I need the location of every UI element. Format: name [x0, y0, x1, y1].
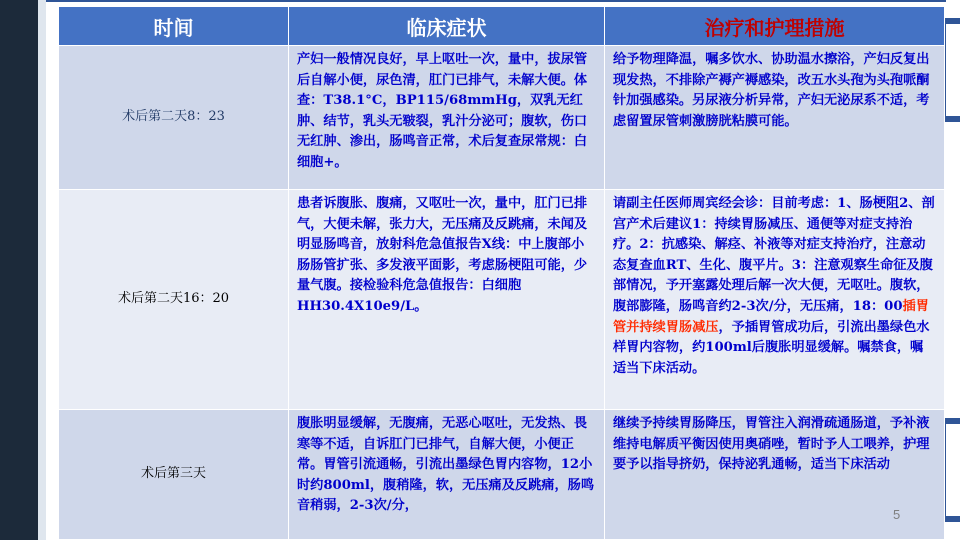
- treatment-text: ，予插胃管成功后，引流出墨绿色水样胃内容物，约100ml后腹胀明显缓解。嘱禁食，嘱适当下床活动。: [613, 319, 930, 376]
- table-row: [59, 46, 945, 190]
- table-header-row: [59, 7, 945, 46]
- table-row: [59, 190, 945, 410]
- left-accent-strip: [38, 0, 46, 540]
- header-symptoms: 临床症状: [289, 7, 605, 46]
- row-time: 术后第二天16：20: [59, 190, 289, 410]
- header-time: 时间: [59, 7, 289, 46]
- left-sidebar-bar: [0, 0, 38, 540]
- row-symptoms: 产妇一般情况良好，早上呕吐一次，量中，拔尿管后自解小便，尿色清，肛门已排气，未解大便。体查：T38.1°C，BP115/68mmHg，双乳无红肿、结节，乳头无皲裂，乳汁分泌可；腹软，伤口无红肿、渗出，肠鸣音正常，术后复查尿常规：白细胞+。: [289, 46, 605, 190]
- row-time: 术后第二天8：23: [59, 46, 289, 190]
- treatment-text: 请副主任医师周宾经会诊：目前考虑：1、肠梗阻2、剖宫产术后建议1：持续胃肠减压、通便等对症支持治疗。2：抗感染、解痉、补液等对症支持治疗，注意动态复查血RT、生化、腹平片。3：注意观察生命征及腹部情况，予开塞露处理后解一次大便，无呕吐。腹软，腹部膨隆，肠鸣音约2-3次/分，无压痛，18：00: [613, 196, 935, 314]
- row-time: 术后第三天: [59, 410, 289, 540]
- header-treatment: 治疗和护理措施: [605, 7, 945, 46]
- top-rule: [46, 0, 946, 2]
- row-symptoms: 患者诉腹胀、腹痛，又呕吐一次，量中，肛门已排气，大便未解，张力大，无压痛及反跳痛，未闻及明显肠鸣音，放射科危急值报告X线：中上腹部小肠肠管扩张、多发液平面影，考虑肠梗阻可能，少量气腹。接检验科危急值报告：白细胞HH30.4X10e9/L。: [289, 190, 605, 410]
- row-treatment: [605, 190, 945, 410]
- row-symptoms: 腹胀明显缓解，无腹痛，无恶心呕吐，无发热、畏寒等不适，自诉肛门已排气，自解大便，小便正常。胃管引流通畅，引流出墨绿色胃内容物，12小时约800ml，腹稍隆，软，无压痛及反跳痛，肠鸣音稍弱，2-3次/分，: [289, 410, 605, 540]
- care-timeline-table: [58, 6, 945, 540]
- treatment-highlight: 插胃管并持续胃肠减压: [613, 298, 929, 335]
- row-treatment: 继续予持续胃肠降压，胃管注入润滑疏通肠道，予补液维持电解质平衡因使用奥硝唑，暂时予人工喂养，护理要予以指导挤奶，保持泌乳通畅，适当下床活动: [605, 410, 945, 540]
- row-treatment: 给予物理降温，嘱多饮水、协助温水擦浴，产妇反复出现发热，不排除产褥产褥感染，改五水头孢为头孢哌酮针加强感染。另尿液分析异常，产妇无泌尿系不适，考虑留置尿管刺激膀胱粘膜可能。: [605, 46, 945, 190]
- table-row: [59, 410, 945, 540]
- page-number: 5: [893, 507, 901, 522]
